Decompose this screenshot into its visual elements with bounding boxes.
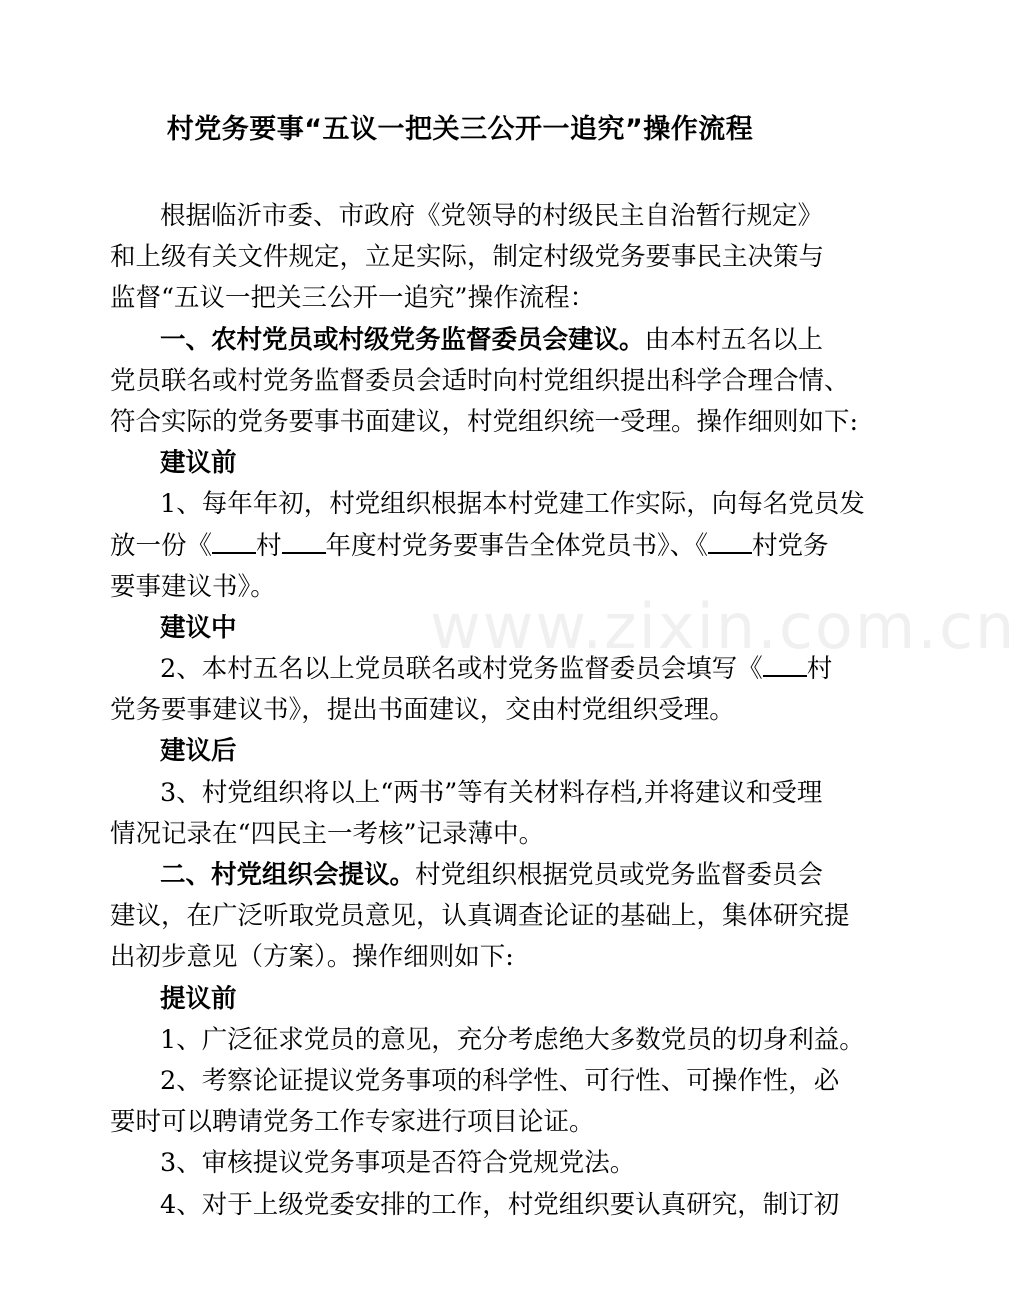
section1-item3-line-2: 情况记录在“四民主一考核”记录薄中。 <box>110 818 545 849</box>
section2-item3: 3、审核提议党务事项是否符合党规党法。 <box>160 1148 636 1179</box>
section1-line-3: 符合实际的党务要事书面建议，村党组织统一受理。操作细则如下: <box>110 406 859 437</box>
fill-blank <box>708 528 752 554</box>
section2-sub-before: 提议前 <box>160 983 237 1014</box>
fill-blank <box>282 528 326 554</box>
section2-item1: 1、广泛征求党员的意见，充分考虑绝大多数党员的切身利益。 <box>160 1024 865 1055</box>
document-body <box>110 196 865 1226</box>
section1-item1-line-3: 要事建议书》。 <box>110 571 276 602</box>
intro-line-3: 监督“五议一把关三公开一追究”操作流程： <box>110 283 596 314</box>
section2-line-3: 出初步意见（方案）。操作细则如下: <box>110 942 514 973</box>
section1-line-2: 党员联名或村党务监督委员会适时向村党组织提出科学合理合情、 <box>110 365 850 396</box>
item1-text-a: 放一份《 <box>110 530 213 561</box>
section1-line-1-rest: 由本村五名以上 <box>644 324 824 355</box>
intro-line-2: 和上级有关文件规定，立足实际，制定村级党务要事民主决策与 <box>110 242 825 273</box>
section2-heading: 二、村党组织会提议。 <box>160 860 416 890</box>
section1-sub-during: 建议中 <box>160 612 237 643</box>
fill-blank <box>763 651 807 677</box>
item2-text-b: 村 <box>806 654 833 685</box>
section2-item2-line-1: 2、考察论证提议党务事项的科学性、可行性、可操作性，必 <box>160 1065 840 1096</box>
item2-text-a: 2、本村五名以上党员联名或村党务监督委员会填写《 <box>160 654 763 685</box>
section1-sub-before: 建议前 <box>160 448 237 479</box>
section1-heading: 一、农村党员或村级党务监督委员会建议。 <box>160 324 645 355</box>
intro-line-1: 根据临沂市委、市政府《党领导的村级民主自治暂行规定》 <box>160 201 824 231</box>
section1-item1-line-2 <box>110 526 829 567</box>
item1-text-d: 村党务 <box>752 530 829 561</box>
section2-line-1-rest: 村党组织根据党员或党务监督委员会 <box>415 860 824 890</box>
section2-item2-line-2: 要时可以聘请党务工作专家进行项目论证。 <box>110 1107 595 1138</box>
section1-item2-line-2: 党务要事建议书》，提出书面建议，交由村党组织受理。 <box>110 695 735 726</box>
section1-item2-line-1 <box>110 649 833 690</box>
section1-sub-after: 建议后 <box>160 736 237 767</box>
section2-line-2: 建议，在广泛听取党员意见，认真调查论证的基础上，集体研究提 <box>110 901 850 932</box>
section2-item4: 4、对于上级党委安排的工作，村党组织要认真研究，制订初 <box>160 1189 840 1220</box>
item1-text-c: 年度村党务要事告全体党员书》、《 <box>325 530 709 561</box>
watermark: www.zixin.com.cn <box>430 590 1016 663</box>
document-title: 村党务要事“五议一把关三公开一追究”操作流程 <box>166 114 754 145</box>
section1-item3-line-1: 3、村党组织将以上“两书”等有关材料存档,并将建议和受理 <box>160 777 823 808</box>
section2-heading-line <box>110 855 822 896</box>
section1-item1-line-1: 1、每年年初，村党组织根据本村党建工作实际，向每名党员发 <box>160 489 865 520</box>
item1-text-b: 村 <box>256 530 282 561</box>
section1-heading-line <box>110 320 822 361</box>
fill-blank <box>212 528 256 554</box>
